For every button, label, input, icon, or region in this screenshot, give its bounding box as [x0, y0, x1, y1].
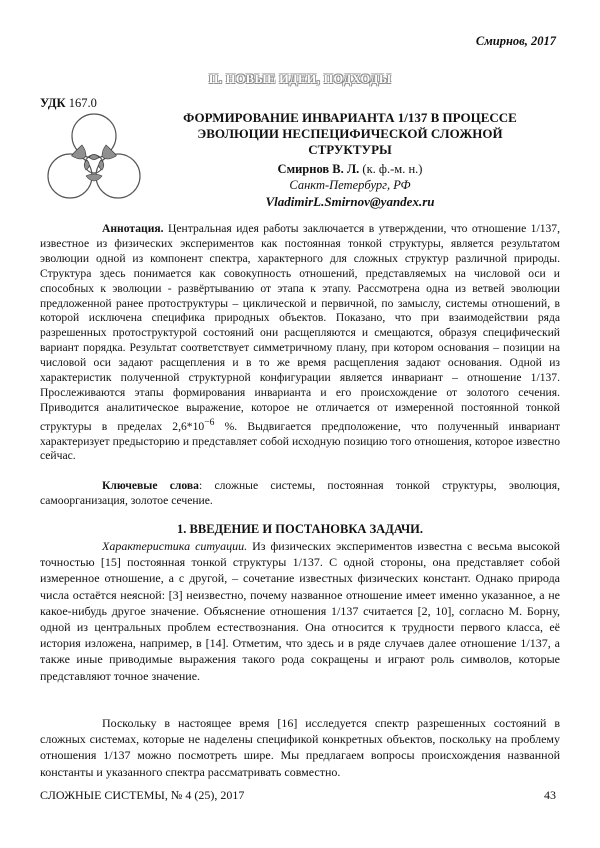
- section-banner: II. НОВЫЕ ИДЕИ, ПОДХОДЫ: [208, 72, 392, 86]
- body-paragraph: Поскольку в настоящее время [16] исследуется спектр разрешенных состояний в сложных системах, которые не наделены спецификой конкретных объектов, поскольку на проблему отношения 1/137 можно посмотреть шире. Мы предлагаем вопросы происхождения названной константы и указанного спектра рассматривать совместно.: [40, 716, 560, 779]
- abstract-text: Центральная идея работы заключается в утверждении, что отношение 1/137, известное из физических экспериментов как постоянная тонкой структуры, является результатом эволюции одной из компонент спектра, характерного для сложных структур различной природы. Структура здесь понимается как совокупность отношений, представляемых на числовой оси и способных к эволюции - развёртыванию от этапа к этапу. Рассмотрена одна из ветвей эволюции предложенной ранее протоструктуры – циклической и первичной, по замыслу, системы отношений, в которой исключена специфика природных объектов. Показано, что при взаимодействии ряда разрешенных протоструктурой состояний они расщепляются и смещаются, образуя специфический вариант порядка. Результат соответствует симметричному плану, при котором основания – позиции на числовой оси задают расщепления и в то же время расщепления задают основания. Одной из характеристик полученной структурной конфигурации является инвариант – отношение 1/137. Прослеживаются этапы формирования инварианта и его происхождение от золотого сечения. Приводится аналитическое выражение, которое не отличается от измеренной постоянной тонкой структуры в пределах 2,6*10: [40, 222, 560, 433]
- udc-value: 167.0: [68, 96, 97, 110]
- keywords: [40, 479, 560, 509]
- author-affiliation: Санкт-Петербург, РФ: [289, 178, 411, 192]
- udc-label: УДК: [40, 96, 66, 110]
- abstract-exponent: −6: [204, 416, 215, 428]
- author-line: [160, 162, 540, 177]
- author-name: Смирнов В. Л.: [277, 162, 360, 176]
- page-number: 43: [544, 788, 556, 802]
- author-degree: (к. ф.-м. н.): [362, 162, 423, 176]
- running-header-author: Смирнов, 2017: [475, 34, 556, 48]
- footer-journal: СЛОЖНЫЕ СИСТЕМЫ, № 4 (25), 2017: [40, 788, 245, 802]
- keywords-text: : сложные системы, постоянная тонкой структуры, эволюция, самоорганизация, золотое сечение.: [40, 479, 560, 507]
- article-title: ФОРМИРОВАНИЕ ИНВАРИАНТА 1/137 В ПРОЦЕССЕ ЭВОЛЮЦИИ НЕСПЕЦИФИЧЕСКОЙ СЛОЖНОЙ СТРУКТУРЫ: [183, 110, 517, 157]
- keywords-label: Ключевые слова: [102, 479, 199, 492]
- author-email: VladimirL.Smirnov@yandex.ru: [265, 194, 435, 209]
- paragraph-lead: Характеристика ситуации.: [102, 539, 248, 553]
- abstract: [40, 222, 560, 464]
- interlocking-circles-emblem-icon: [42, 112, 146, 216]
- paragraph-text: Из физических экспериментов известна с весьма высокой точностью [15] постоянная тонкой структуры 1/137. С одной стороны, она представляет собой измеренное отношение, а с другой, – сочетание известных физических констант. Однако природа числа остаётся неясной: [3] неизвестно, почему названное отношение имеет именно указанное, а не какое-нибудь другое значение. Объяснение отношения 1/137 считается [2, 10], согласно М. Борну, одной из центральных проблем естествознания. Она относится к трудности первого класса, её история изложена, например, в [14]. Отметим, что здесь и в ряде случаев далее отношение 1/137, а также иные приводимые выражения такого рода сокращены и играют роль символов, которые представляют точное значение.: [40, 539, 560, 683]
- abstract-label: Аннотация.: [102, 222, 164, 235]
- udc-code: [40, 96, 97, 111]
- body-paragraph: [40, 538, 560, 684]
- abstract-text-tail: %. Выдвигается предположение, что полученный инвариант характеризует предысторию и представляет собой исходную позицию того отношения, которое известно сейчас.: [40, 419, 560, 463]
- section-heading: 1. ВВЕДЕНИЕ И ПОСТАНОВКА ЗАДАЧИ.: [177, 522, 423, 536]
